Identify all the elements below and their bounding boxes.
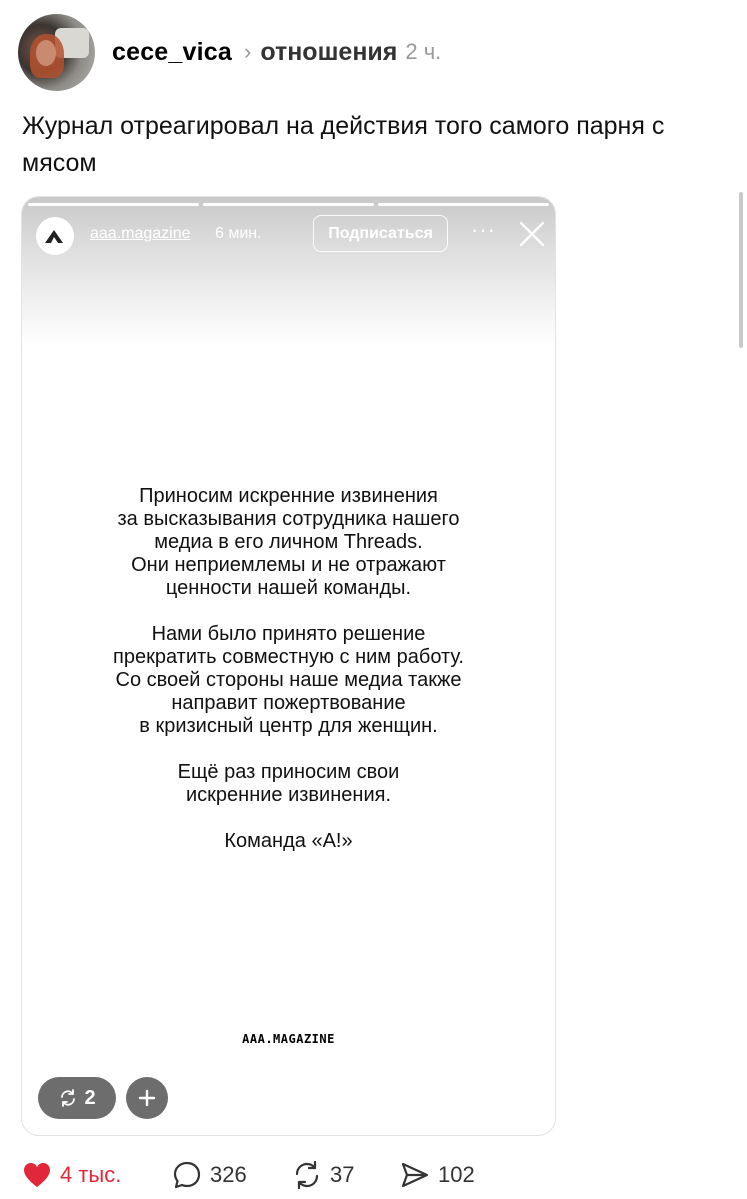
- statement-paragraph: Приносим искренние извинения за высказывания сотрудника нашего медиа в его личном Threads. Они неприемлемы и не отражают ценности нашей команды.: [117, 485, 460, 599]
- share-button[interactable]: [400, 1158, 475, 1192]
- send-icon: [400, 1160, 430, 1190]
- avatar-photo-face: [36, 40, 56, 66]
- post-time: 2 ч.: [405, 39, 442, 64]
- repost-icon: [58, 1088, 78, 1108]
- reply-count: 326: [210, 1162, 247, 1187]
- chevron-right-icon: ›: [243, 39, 252, 64]
- apology-statement: [22, 485, 555, 876]
- quote-repost-count: 2: [84, 1086, 96, 1109]
- username[interactable]: cece_vica: [112, 37, 232, 66]
- story-progress-segment: [28, 203, 199, 206]
- story-account-name: aaa.magazine: [90, 225, 191, 242]
- statement-signature: Команда «А!»: [224, 830, 353, 852]
- more-icon: ···: [471, 217, 496, 242]
- repost-button[interactable]: [292, 1158, 354, 1192]
- plus-icon: [137, 1088, 157, 1108]
- comment-icon: [172, 1160, 202, 1190]
- post-header: [112, 36, 441, 68]
- share-count: 102: [438, 1162, 475, 1187]
- topic-tag[interactable]: отношения: [260, 37, 398, 66]
- story-progress-bar: [28, 203, 549, 206]
- add-button[interactable]: [126, 1077, 168, 1119]
- repost-count: 37: [330, 1162, 355, 1187]
- post-text: Журнал отреагировал на действия того самого парня с мясом: [22, 112, 665, 177]
- like-button[interactable]: [22, 1158, 121, 1192]
- statement-paragraph: Ещё раз приносим свои искренние извинения.: [177, 761, 400, 806]
- heart-icon: [22, 1161, 52, 1189]
- story-progress-segment: [203, 203, 374, 206]
- story-account-avatar: [36, 217, 74, 255]
- like-count: 4 тыс.: [60, 1162, 122, 1187]
- scrollbar[interactable]: [739, 192, 743, 348]
- story-subscribe-button: Подписаться: [313, 215, 448, 252]
- story-progress-segment: [378, 203, 549, 206]
- reply-button[interactable]: [172, 1158, 247, 1192]
- story-time: 6 мин.: [215, 225, 262, 242]
- user-avatar[interactable]: [18, 14, 95, 91]
- close-icon: [517, 219, 547, 249]
- quote-repost-count-button[interactable]: [38, 1077, 116, 1119]
- aaa-logo-icon: [43, 228, 67, 244]
- statement-paragraph: Нами было принято решение прекратить совместную с ним работу. Со своей стороны наше медиа также направит пожертвование в кризисный центр для женщин.: [113, 623, 464, 737]
- repost-icon: [292, 1160, 322, 1190]
- story-screenshot[interactable]: [21, 196, 556, 1136]
- brand-watermark: AAA.MAGAZINE: [242, 1032, 335, 1046]
